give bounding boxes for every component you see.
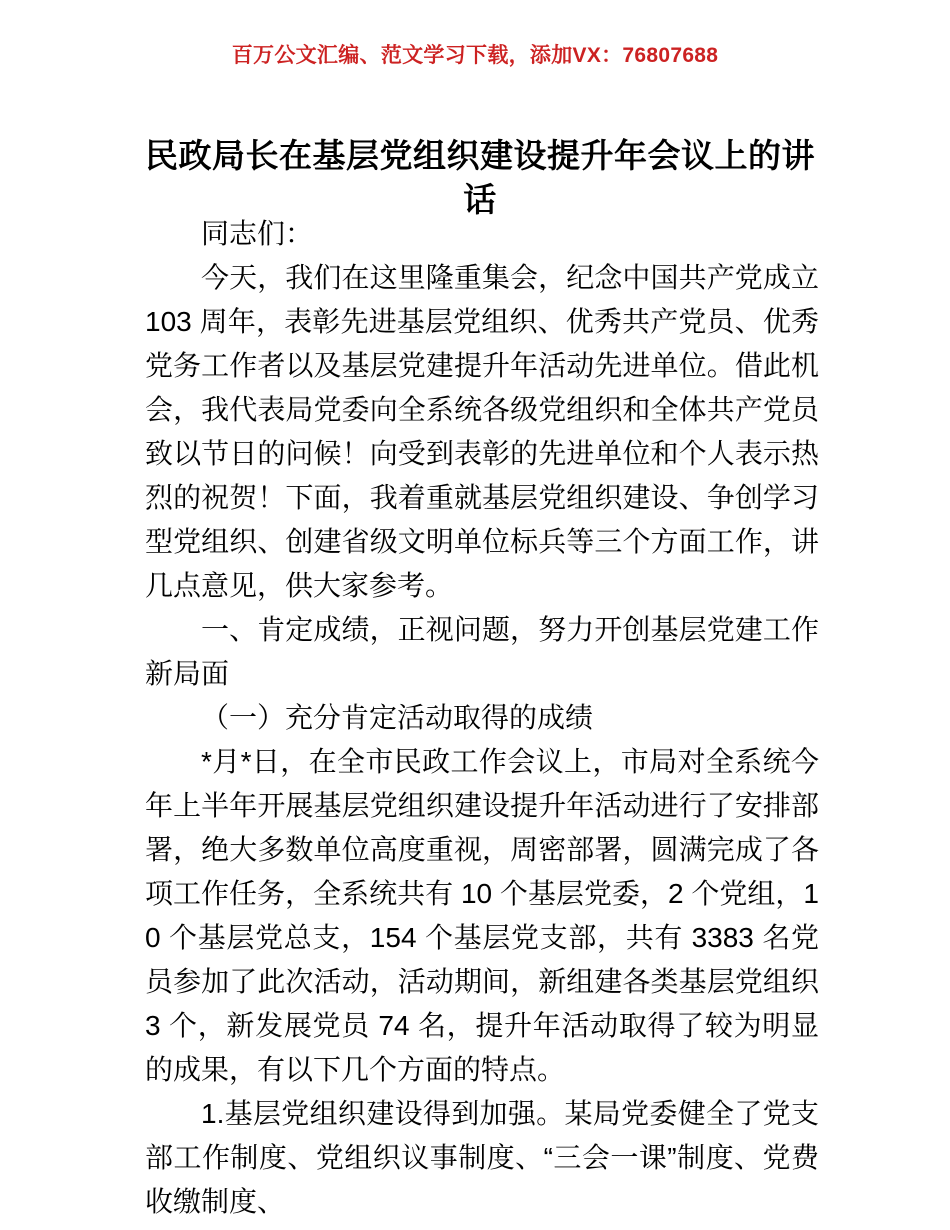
paragraph-achievements-statistics: *月*日，在全市民政工作会议上，市局对全系统今年上半年开展基层党组织建设提升年活动进行了安排部署，绝大多数单位高度重视，周密部署，圆满完成了各项工作任务，全系统共有 10 个基层党委，2 个党组，10 个基层党总支，154 个基层党支部，共有 3383 名党员参加了此次活动，活动期间，新组建各类基层党组织 3 个，新发展党员 74 名，提升年活动取得了较为明显的成果，有以下几个方面的特点。 — [145, 746, 819, 1085]
paragraph-salutation: 同志们： — [201, 218, 314, 249]
promo-header-text: 百万公文汇编、范文学习下载，添加VX：76807688 — [231, 44, 719, 67]
heading-subsection-one: （一）充分肯定活动取得的成绩 — [201, 702, 594, 733]
page-title: 民政局长在基层党组织建设提升年会议上的讲话 — [145, 137, 815, 219]
paragraph-opening-remarks: 今天，我们在这里隆重集会，纪念中国共产党成立 103 周年，表彰先进基层党组织、优秀共产党员、优秀党务工作者以及基层党建提升年活动先进单位。借此机会，我代表局党委向全系统各级党组织和全体共产党员致以节日的问候！向受到表彰的先进单位和个人表示热烈的祝贺！下面，我着重就基层党组织建设、争创学习型党组织、创建省级文明单位标兵等三个方面工作，讲几点意见，供大家参考。 — [145, 262, 819, 601]
paragraph-point-one: 1.基层党组织建设得到加强。某局党委健全了党支部工作制度、党组织议事制度、“三会一课”制度、党费收缴制度、 — [145, 1098, 819, 1217]
heading-section-one: 一、肯定成绩，正视问题，努力开创基层党建工作新局面 — [145, 614, 819, 689]
document-body — [145, 212, 819, 1224]
